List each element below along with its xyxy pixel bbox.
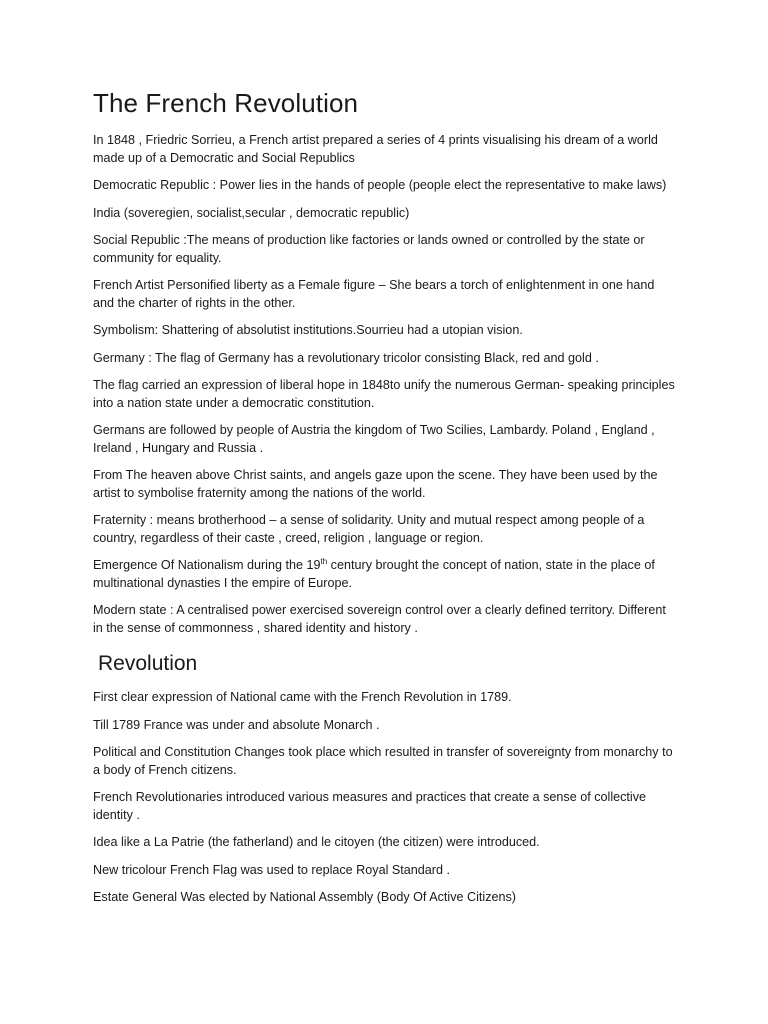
section-heading: Revolution [98,652,198,675]
paragraph: Estate General Was elected by National Assembly (Body Of Active Citizens) [93,890,517,904]
document-page [93,86,678,917]
paragraph: Germany : The flag of Germany has a revolutionary tricolor consisting Black, red and gold . [93,350,599,365]
paragraph: Idea like a La Patrie (the fatherland) and le citoyen (the citizen) were introduced. [93,835,540,849]
paragraph: Democratic Republic : Power lies in the hands of people (people elect the representative to make laws) [93,178,667,192]
paragraph: In 1848 , Friedric Sorrieu, a French artist prepared a series of 4 prints visualising his dream of a world made up of a Democratic and Social Republics [93,133,658,165]
paragraph: Till 1789 France was under and absolute Monarch . [93,717,380,732]
paragraph: Germans are followed by people of Austria the kingdom of Two Scilies, Lambardy. Poland , England , Ireland , Hungary and Russia . [93,423,655,455]
paragraph-text-before: Emergence Of Nationalism during the 19 [93,558,321,572]
paragraph: Symbolism: Shattering of absolutist institutions.Sourrieu had a utopian vision. [93,323,523,337]
ordinal-superscript: th [320,556,328,566]
paragraph: Modern state : A centralised power exercised sovereign control over a clearly defined territory. Different in the sense of commonness , shared identity and history . [93,603,666,635]
paragraph: India (soveregien, socialist,secular , democratic republic) [93,205,410,220]
document-title: The French Revolution [93,88,359,118]
paragraph: New tricolour French Flag was used to replace Royal Standard . [93,862,450,877]
paragraph: French Artist Personified liberty as a Female figure – She bears a torch of enlightenment in one hand and the charter of rights in the other. [93,278,655,310]
paragraph: Fraternity : means brotherhood – a sense of solidarity. Unity and mutual respect among people of a country, regardless of their caste , creed, religion , language or region. [93,513,645,545]
paragraph: French Revolutionaries introduced various measures and practices that create a sense of collective identity . [93,790,647,822]
paragraph: Political and Constitution Changes took place which resulted in transfer of sovereignty from monarchy to a body of French citizens. [93,745,673,777]
paragraph: From The heaven above Christ saints, and angels gaze upon the scene. They have been used by the artist to symbolise fraternity among the nations of the world. [93,468,658,500]
paragraph: First clear expression of National came with the French Revolution in 1789. [93,690,512,704]
paragraph: The flag carried an expression of liberal hope in 1848to unify the numerous German- speaking principles into a nation state under a democratic constitution. [93,378,675,410]
paragraph: Social Republic :The means of production like factories or lands owned or controlled by the state or community for equality. [93,233,645,265]
paragraph-text-after: century brought the concept of nation, state in the place of multinational dynasties I the empire of Europe. [93,558,655,590]
paragraph [93,557,678,592]
